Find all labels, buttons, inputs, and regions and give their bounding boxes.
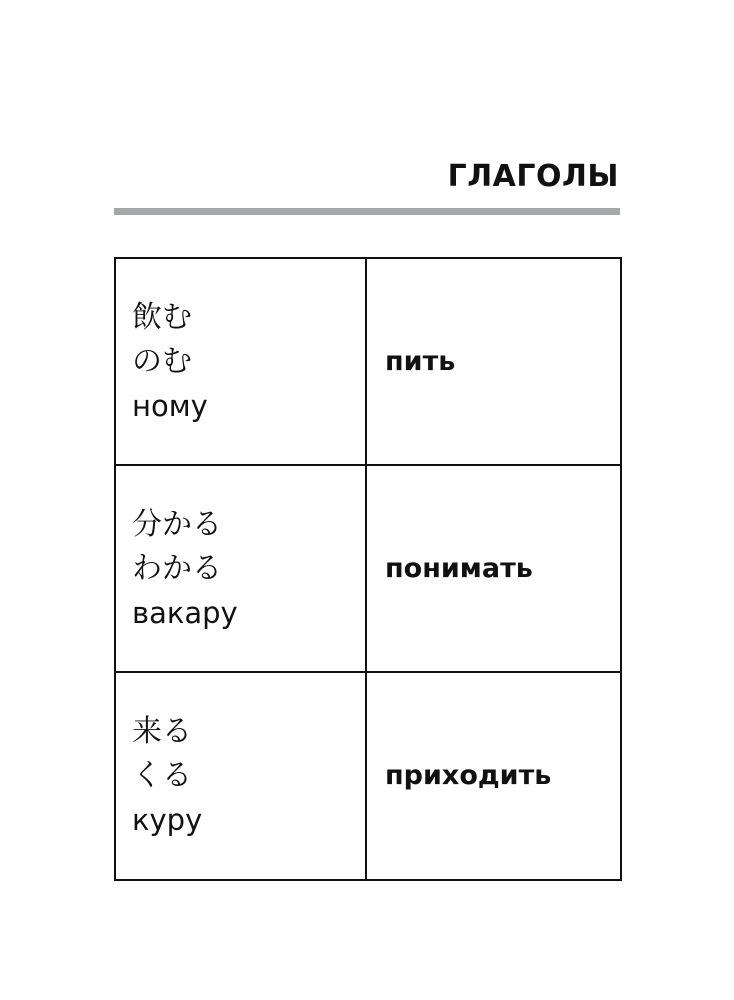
cyrillic-reading: вакару [132, 595, 238, 630]
page-title: ГЛАГОЛЫ [447, 159, 619, 194]
russian-meaning: приходить [385, 760, 552, 791]
russian-meaning: понимать [385, 552, 533, 584]
vocabulary-table [114, 257, 622, 881]
kana-word: くる [132, 758, 192, 793]
kana-word: のむ [132, 343, 192, 379]
japanese-cell [115, 465, 366, 672]
japanese-cell [115, 258, 366, 465]
vocab-row [115, 258, 621, 465]
kanji-word: 飲む [132, 299, 192, 335]
kana-word: わかる [132, 550, 222, 586]
japanese-cell [115, 672, 366, 880]
cyrillic-reading: куру [132, 803, 203, 837]
russian-meaning: пить [385, 345, 456, 377]
cyrillic-reading: ному [132, 388, 208, 423]
vocab-row [115, 465, 621, 672]
translation-cell [366, 672, 621, 880]
kanji-word: 分かる [132, 506, 222, 542]
kanji-word: 来る [132, 714, 192, 749]
title-divider [114, 208, 620, 215]
translation-cell [366, 465, 621, 672]
translation-cell [366, 258, 621, 465]
vocab-row [115, 672, 621, 880]
